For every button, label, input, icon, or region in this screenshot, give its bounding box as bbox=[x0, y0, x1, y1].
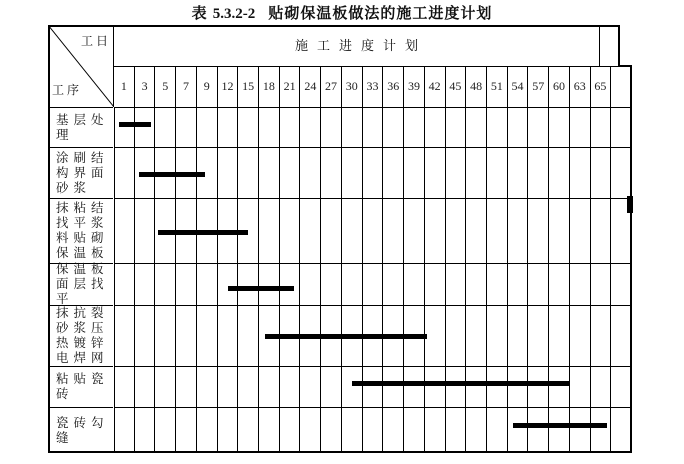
day-column-30 bbox=[342, 66, 363, 453]
task-row-label bbox=[48, 305, 113, 366]
task-name: 抹抗裂砂浆压热镀锌电焊网 bbox=[56, 306, 109, 365]
day-column-21 bbox=[280, 66, 301, 453]
table-title-prefix: 表 bbox=[191, 5, 208, 22]
task-row-label bbox=[48, 198, 113, 263]
gantt-bar bbox=[158, 230, 248, 235]
day-column-36 bbox=[383, 66, 404, 453]
plan-header-cell: 施工进度计划 bbox=[114, 25, 600, 66]
table-border-step-vertical bbox=[618, 25, 620, 66]
day-label: 12 bbox=[221, 79, 234, 93]
corner-header-cell bbox=[48, 25, 114, 107]
day-column-5 bbox=[155, 66, 176, 453]
gantt-bar bbox=[228, 286, 294, 291]
day-label: 27 bbox=[325, 79, 338, 93]
day-label: 9 bbox=[203, 79, 210, 93]
task-name: 保温板面层找平 bbox=[56, 262, 109, 306]
day-label: 30 bbox=[345, 79, 358, 93]
day-label: 42 bbox=[428, 79, 441, 93]
row-divider-line bbox=[114, 305, 632, 306]
day-label: 57 bbox=[532, 79, 545, 93]
corner-label-workdays: 工日 bbox=[80, 34, 111, 48]
day-label: 60 bbox=[552, 79, 565, 93]
gantt-bar bbox=[352, 381, 570, 386]
day-column-27 bbox=[321, 66, 342, 453]
day-column-12 bbox=[218, 66, 239, 453]
day-column-39 bbox=[404, 66, 425, 453]
day-label: 54 bbox=[511, 79, 524, 93]
day-column-54 bbox=[508, 66, 529, 453]
scan-artifact-mark bbox=[627, 196, 633, 213]
day-column-57 bbox=[528, 66, 549, 453]
row-divider-line bbox=[114, 198, 632, 199]
row-divider-line bbox=[114, 366, 632, 367]
day-column-60 bbox=[549, 66, 570, 453]
day-column-63 bbox=[570, 66, 591, 453]
task-row-label bbox=[48, 147, 113, 198]
day-label: 39 bbox=[407, 79, 420, 93]
day-label: 5 bbox=[162, 79, 169, 93]
day-label: 48 bbox=[470, 79, 483, 93]
schedule-gantt-table bbox=[48, 25, 632, 453]
day-label bbox=[611, 66, 631, 107]
corner-label-process: 工序 bbox=[52, 83, 83, 97]
gantt-bar bbox=[265, 334, 427, 339]
task-name: 瓷砖勾缝 bbox=[56, 415, 109, 445]
table-border-bottom bbox=[48, 451, 632, 453]
task-row-label bbox=[48, 263, 113, 305]
task-row-label bbox=[48, 366, 113, 407]
day-column-45 bbox=[446, 66, 467, 453]
day-label: 24 bbox=[304, 79, 317, 93]
day-column-48 bbox=[466, 66, 487, 453]
day-label: 3 bbox=[141, 79, 148, 93]
task-name: 抹粘结找平浆料贴砌保温板 bbox=[56, 201, 109, 260]
day-label: 45 bbox=[449, 79, 462, 93]
table-title-main: 贴砌保温板做法的施工进度计划 bbox=[268, 5, 493, 22]
day-label: 15 bbox=[242, 79, 255, 93]
day-column-33 bbox=[363, 66, 384, 453]
day-column-65 bbox=[591, 66, 612, 453]
table-title bbox=[0, 2, 684, 23]
table-number: 5.3.2-2 bbox=[212, 6, 256, 22]
day-column-9 bbox=[197, 66, 218, 453]
task-label-column bbox=[48, 107, 115, 453]
day-label: 63 bbox=[573, 79, 586, 93]
day-label: 7 bbox=[183, 79, 190, 93]
task-row-label bbox=[48, 107, 113, 147]
gantt-bar bbox=[513, 423, 607, 428]
day-column-24 bbox=[300, 66, 321, 453]
day-column-51 bbox=[487, 66, 508, 453]
day-label: 21 bbox=[283, 79, 296, 93]
row-divider-line bbox=[114, 147, 632, 148]
day-label: 65 bbox=[594, 79, 607, 93]
day-label: 36 bbox=[387, 79, 400, 93]
header-right-empty-cell bbox=[600, 25, 620, 66]
table-border-right bbox=[630, 65, 632, 453]
table-border-top bbox=[48, 25, 620, 27]
row-divider-line bbox=[114, 407, 632, 408]
day-label: 1 bbox=[120, 79, 127, 93]
row-divider-line bbox=[114, 66, 632, 67]
row-divider-line bbox=[114, 263, 632, 264]
day-column-42 bbox=[425, 66, 446, 453]
gantt-bar bbox=[119, 122, 151, 127]
day-column-empty bbox=[611, 66, 632, 453]
task-name: 涂刷结构界面砂浆 bbox=[56, 150, 109, 195]
task-name: 基层处理 bbox=[56, 112, 109, 142]
task-row-label bbox=[48, 407, 113, 453]
table-border-left bbox=[48, 25, 50, 453]
gantt-bar bbox=[139, 172, 205, 177]
day-label: 33 bbox=[366, 79, 379, 93]
day-column-15 bbox=[238, 66, 259, 453]
day-label: 18 bbox=[262, 79, 275, 93]
day-column-18 bbox=[259, 66, 280, 453]
day-column-7 bbox=[176, 66, 197, 453]
gantt-grid bbox=[114, 66, 632, 453]
day-label: 51 bbox=[490, 79, 503, 93]
task-name: 粘贴瓷砖 bbox=[56, 372, 109, 401]
row-divider-line bbox=[114, 107, 632, 108]
